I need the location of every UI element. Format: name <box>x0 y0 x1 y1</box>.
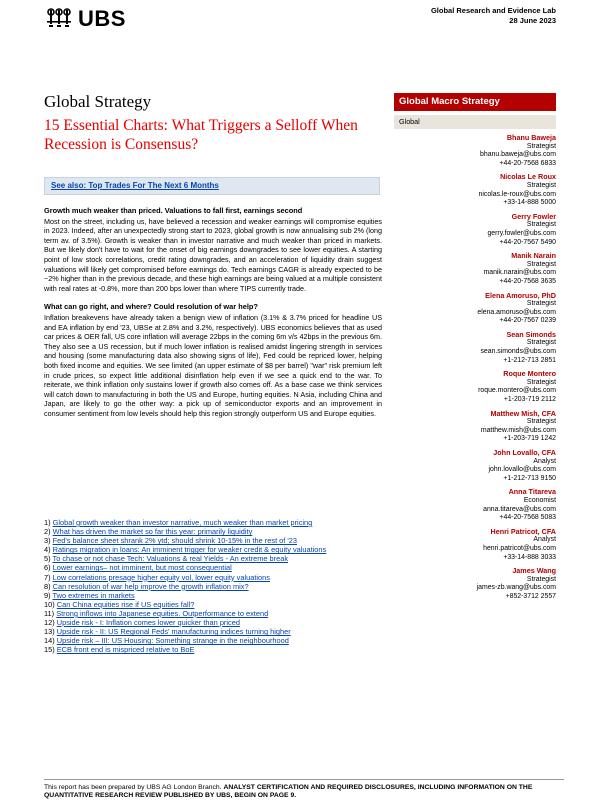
author-phone: +33-14-888 5000 <box>503 199 556 207</box>
sidebar-heading: Global Macro Strategy <box>394 93 556 111</box>
author-name: Bhanu Baweja <box>506 133 556 142</box>
sidebar-region: Global <box>394 115 556 129</box>
chart-link-number: 14) <box>44 636 55 646</box>
chart-link[interactable]: Global growth weaker than investor narrative, much weaker than market pricing <box>52 518 313 527</box>
author-phone: +1-212-713 2851 <box>503 356 556 364</box>
author-entry <box>394 252 556 286</box>
chart-link-number: 4) <box>44 545 51 555</box>
author-role: Strategist <box>526 221 556 229</box>
author-role: Analyst <box>533 536 556 544</box>
section-paragraph: Inflation breakevens have already taken a benign view of inflation (3.1% & 3.7% priced for headline US and EA inflation by end '23, UBSe at 2.8% and 3.2%, respectively). UBS economics believes that as used car prices & OER fall, US core inflation will average 22bps in the coming 6m v/s 42bps in the previous 6m. They also see a US recession, but if much lower inflation is realised amidst lingering strength in services and housing (some manufacturing data also showing signs of life), Fed could be repriced lower, helping both fixed income and equities. We see limited (an upper estimate of $8 per barrel) "war" risk premium left in crude prices, so expect little additional disinflation help even if we see a quick end to the war. To reiterate, we think inflation only sustains lower if growth also comes off. As a base case we think services will catch down to manufacturing in both the US and Europe, hurting equities. N Asia, including China and Japan, are likely to go the other way: a pick up of semiconductor exports and an improvement in consumer sentiment from low levels should help this region strongly outperform US and Europe equities. <box>44 312 382 418</box>
brand-name: UBS <box>78 6 126 31</box>
chart-link[interactable]: ECB front end is mispriced relative to BoE <box>56 645 195 655</box>
chart-link-item <box>44 591 384 600</box>
chart-link-item <box>44 645 384 654</box>
author-list <box>394 134 556 602</box>
author-entry <box>394 292 556 326</box>
section-paragraph: Most on the street, including us, have believed a recession and weaker earnings will compromise equities in 2023. Indeed, after an unexpectedly strong start to 2023, global growth is now annualising sub 2% (long term av. of 3.5%). Growth is weaker than in investor narrative and much weaker than priced in markets. But we likely don't have to wait for the onset of big earnings downgrades to see lower equities. A starting point of low stock correlations, credit rating downgrades, and an acceleration of liquidity drain suggest valuations will likely get compromised before earnings do. Tech earnings CAGR is already expected to be ~2% higher than in the previous decade, and these high earnings are being valued at a multiple consistent with real rates at -0.8%, more than 200 bps lower than where TIPS currently trade. <box>44 216 382 293</box>
chart-link-number: 13) <box>44 627 55 637</box>
chart-link-number: 1) <box>44 518 51 527</box>
report-header <box>431 6 556 26</box>
chart-link-item <box>44 518 384 527</box>
author-email[interactable]: henri.patricot@ubs.com <box>483 544 556 552</box>
author-phone: +44-20-7568 5083 <box>499 514 556 522</box>
author-entry <box>394 567 556 601</box>
chart-link[interactable]: Two extremes in markets <box>52 590 135 600</box>
author-role: Strategist <box>526 300 556 308</box>
author-phone: +33-14-888 3033 <box>503 553 556 561</box>
chart-link[interactable]: To chase or not chase Tech: Valuations & real Yields - An extreme break <box>52 554 289 564</box>
author-entry <box>394 449 556 483</box>
chart-link[interactable]: Can China equities rise if US equities fall? <box>56 599 195 609</box>
author-name: John Lovallo, CFA <box>493 448 556 457</box>
author-name: Gerry Fowler <box>511 211 556 221</box>
author-name: Elena Amoruso, PhD <box>485 290 556 300</box>
chart-link-list <box>44 518 384 654</box>
chart-link-item <box>44 600 384 609</box>
see-also-box <box>44 177 380 195</box>
author-role: Strategist <box>526 181 556 189</box>
chart-link-number: 2) <box>44 527 51 537</box>
chart-link[interactable]: Can resolution of war help improve the growth inflation mix? <box>52 581 249 591</box>
chart-link[interactable]: Lower earnings– not imminent, but most consequential <box>52 563 232 573</box>
author-name: Anna Titareva <box>508 487 556 497</box>
report-date: 28 June 2023 <box>509 16 556 25</box>
chart-link-item <box>44 536 384 545</box>
chart-link-item <box>44 582 384 591</box>
chart-link[interactable]: What has driven the market so far this year: primarily liquidity <box>52 527 253 537</box>
author-role: Strategist <box>526 142 556 150</box>
chart-link-number: 11) <box>44 608 55 618</box>
author-phone: +1-212-713 9150 <box>503 474 556 482</box>
report-body <box>44 206 382 427</box>
author-role: Strategist <box>526 260 556 268</box>
author-email[interactable]: manik.narain@ubs.com <box>483 269 556 277</box>
author-entry <box>394 134 556 168</box>
author-name: Matthew Mish, CFA <box>490 408 556 418</box>
author-phone: +44-20-7567 0239 <box>499 317 556 325</box>
chart-link[interactable]: Fed's balance sheet shrank 2% ytd; should shrink 10-15% in the rest of '23 <box>52 536 298 546</box>
author-name: Roque Montero <box>503 369 556 379</box>
author-email[interactable]: anna.titareva@ubs.com <box>483 505 556 513</box>
chart-link-item <box>44 573 384 582</box>
author-name: James Wang <box>512 566 556 576</box>
author-phone: +44-20-7568 6833 <box>499 159 556 167</box>
chart-link-number: 6) <box>44 563 51 573</box>
author-email[interactable]: roque.montero@ubs.com <box>478 387 556 395</box>
author-email[interactable]: bhanu.baweja@ubs.com <box>480 151 556 159</box>
chart-link-item <box>44 563 384 572</box>
chart-link[interactable]: Low correlations presage higher equity vol, lower equity valuations <box>52 572 270 582</box>
page-title: Global Strategy <box>44 92 152 111</box>
report-subtitle: 15 Essential Charts: What Triggers a Selloff When Recession is Consensus? <box>44 117 358 153</box>
author-name: Sean Simonds <box>506 329 556 339</box>
author-entry <box>394 528 556 562</box>
author-email[interactable]: elena.amoruso@ubs.com <box>477 308 556 316</box>
author-name: Nicolas Le Roux <box>500 172 556 182</box>
author-role: Strategist <box>526 378 556 386</box>
chart-link-item <box>44 545 384 554</box>
author-phone: +852-3712 2557 <box>505 592 556 600</box>
author-email[interactable]: gerry.fowler@ubs.com <box>487 229 556 237</box>
ubs-logo <box>44 8 126 30</box>
chart-link[interactable]: Upside risk - I: Inflation comes lower quicker than priced <box>56 618 240 628</box>
chart-link-number: 10) <box>44 599 55 609</box>
chart-link-number: 15) <box>44 645 55 655</box>
author-phone: +1-203-719 2112 <box>503 396 556 404</box>
author-phone: +44-20-7567 5490 <box>499 238 556 246</box>
footer-disclosure: ANALYST CERTIFICATION AND REQUIRED DISCLOSURES, INCLUDING INFORMATION ON THE QUANTITATIVE RESEARCH REVIEW PUBLISHED BY UBS, BEGIN ON PAGE 9. <box>44 784 533 799</box>
author-entry <box>394 488 556 522</box>
author-email[interactable]: matthew.mish@ubs.com <box>480 426 556 434</box>
research-lab-label: Global Research and Evidence Lab <box>430 6 556 15</box>
chart-link-item <box>44 527 384 536</box>
author-role: Analyst <box>533 457 556 465</box>
author-email[interactable]: nicolas.le-roux@ubs.com <box>478 190 556 198</box>
chart-link-number: 12) <box>44 618 55 628</box>
chart-link[interactable]: Ratings migration in loans: An imminent trigger for weaker credit & equity valuations <box>52 545 327 555</box>
author-entry <box>394 331 556 365</box>
ubs-keys-icon <box>44 8 74 30</box>
author-entry <box>394 410 556 444</box>
see-also-link[interactable]: See also: Top Trades For The Next 6 Months <box>51 181 219 190</box>
author-name: Manik Narain <box>511 251 556 261</box>
author-name: Henri Patricot, CFA <box>490 526 556 536</box>
chart-link-number: 5) <box>44 554 51 564</box>
chart-link[interactable]: Strong inflows into Japanese equities. Outperformance to extend <box>56 608 269 618</box>
author-role: Strategist <box>526 418 556 426</box>
author-entry <box>394 370 556 404</box>
chart-link-number: 9) <box>44 590 51 600</box>
author-entry <box>394 173 556 207</box>
chart-link[interactable]: Upside risk - II: US Regional Feds' manufacturing indices turning higher <box>56 627 291 637</box>
author-email[interactable]: sean.simonds@ubs.com <box>480 348 556 356</box>
disclosure-footer <box>44 779 564 800</box>
chart-link-number: 8) <box>44 581 51 591</box>
chart-link-item <box>44 627 384 636</box>
chart-link-item <box>44 609 384 618</box>
author-sidebar <box>394 93 556 602</box>
chart-link-item <box>44 554 384 563</box>
section-heading: Growth much weaker than priced. Valuations to fall first, earnings second <box>44 206 303 215</box>
author-entry <box>394 213 556 247</box>
chart-link-item <box>44 618 384 627</box>
author-phone: +44-20-7568 3635 <box>499 277 556 285</box>
section-heading: What can go right, and where? Could resolution of war help? <box>44 302 258 312</box>
chart-link-item <box>44 636 384 645</box>
chart-link[interactable]: Upside risk – III: US Housing: Something strange in the neighbourhood <box>56 636 289 646</box>
chart-link-number: 3) <box>44 536 51 546</box>
author-role: Economist <box>523 496 556 504</box>
author-role: Strategist <box>526 575 556 583</box>
author-email[interactable]: john.lovallo@ubs.com <box>488 466 556 474</box>
author-email[interactable]: james-zb.wang@ubs.com <box>476 584 556 592</box>
chart-link-number: 7) <box>44 572 51 582</box>
author-phone: +1-203-719 1242 <box>503 435 556 443</box>
footer-text: This report has been prepared by UBS AG London Branch. <box>44 784 224 791</box>
author-role: Strategist <box>526 339 556 347</box>
